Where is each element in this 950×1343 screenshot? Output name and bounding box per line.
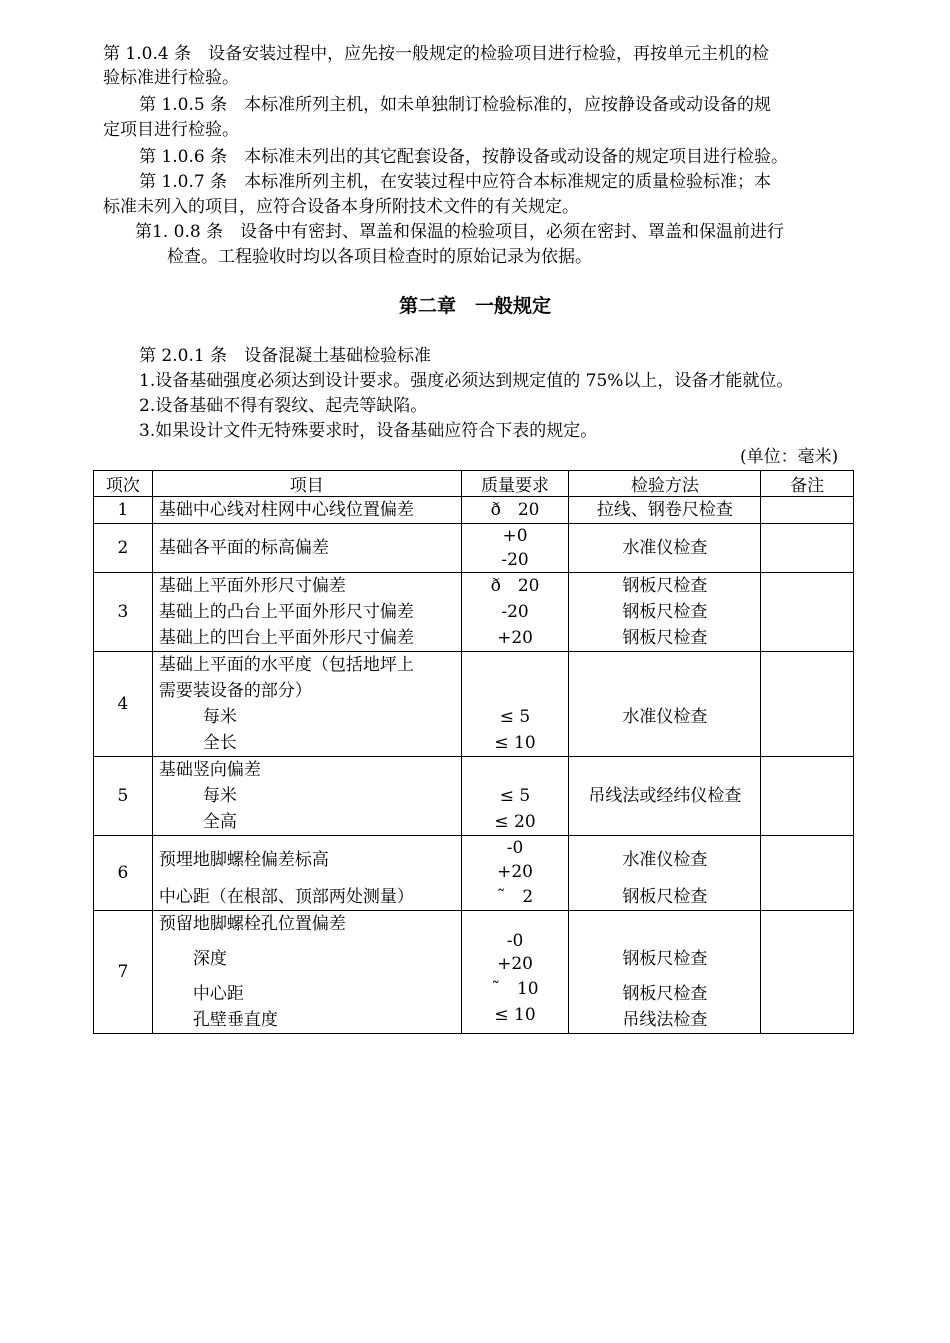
row-requirement: -0 bbox=[506, 931, 524, 951]
row-method: 水准仪检查 bbox=[622, 850, 708, 870]
row-remark bbox=[761, 652, 854, 757]
row-item: 基础中心线对柱网中心线位置偏差 bbox=[158, 500, 414, 520]
unit-note: (单位：毫米) bbox=[740, 447, 839, 467]
paragraph-1-0-7-line2: 标准未列入的项目，应符合设备本身所附技术文件的有关规定。 bbox=[103, 197, 579, 217]
header-item: 项目 bbox=[152, 471, 461, 497]
row-number: 1 bbox=[94, 497, 153, 524]
row-requirement: ˜ 2 bbox=[496, 887, 534, 907]
table-row bbox=[94, 524, 854, 573]
row-requirement: ≤ 5 bbox=[499, 786, 531, 806]
row-item: 基础上的凹台上平面外形尺寸偏差 bbox=[158, 628, 414, 648]
table-row bbox=[94, 757, 854, 836]
row-requirement: +20 bbox=[497, 862, 533, 882]
row-item: 基础各平面的标高偏差 bbox=[158, 538, 329, 558]
row-remark bbox=[761, 497, 854, 524]
row-number: 5 bbox=[94, 757, 153, 836]
row-subitem: 每米 bbox=[202, 707, 237, 727]
table-row bbox=[94, 497, 854, 524]
table-header-row bbox=[94, 471, 854, 497]
row-remark bbox=[761, 757, 854, 836]
row-requirement: ≤ 10 bbox=[494, 1005, 536, 1025]
row-method: 水准仪检查 bbox=[622, 538, 708, 558]
row-number: 6 bbox=[94, 836, 153, 911]
row-subitem: 中心距 bbox=[192, 984, 244, 1004]
requirement-item-2: 2.设备基础不得有裂纹、起壳等缺陷。 bbox=[139, 396, 428, 416]
row-requirement: -0 bbox=[506, 838, 524, 858]
paragraph-1-0-7-line1: 第 1.0.7 条 本标准所列主机，在安装过程中应符合本标准规定的质量检验标准；本 bbox=[139, 172, 772, 192]
row-subitem: 全高 bbox=[202, 812, 237, 832]
row-remark bbox=[761, 573, 854, 652]
row-item: 预留地脚螺栓孔位置偏差 bbox=[158, 914, 346, 934]
row-method: 拉线、钢卷尺检查 bbox=[596, 500, 733, 520]
row-number: 4 bbox=[94, 652, 153, 757]
row-method: 钢板尺检查 bbox=[622, 984, 708, 1004]
row-number: 3 bbox=[94, 573, 153, 652]
paragraph-1-0-8-line1: 第1. 0.8 条 设备中有密封、罩盖和保温的检验项目，必须在密封、罩盖和保温前进行 bbox=[135, 222, 785, 242]
row-item: 基础上平面的水平度（包括地坪上 bbox=[158, 655, 414, 675]
row-requirement: +20 bbox=[497, 954, 533, 974]
row-requirement: ð 20 bbox=[490, 576, 540, 596]
paragraph-1-0-6: 第 1.0.6 条 本标准未列出的其它配套设备，按静设备或动设备的规定项目进行检验。 bbox=[139, 147, 789, 167]
table-row bbox=[94, 573, 854, 652]
row-remark bbox=[761, 836, 854, 911]
row-item: 中心距（在根部、顶部两处测量） bbox=[158, 887, 414, 907]
header-no: 项次 bbox=[94, 471, 153, 497]
row-method: 水准仪检查 bbox=[622, 707, 708, 727]
row-method: 吊线法检查 bbox=[622, 1010, 708, 1030]
paragraph-1-0-4-line1: 第 1.0.4 条 设备安装过程中，应先按一般规定的检验项目进行检验，再按单元主机的检 bbox=[103, 44, 770, 64]
row-item: 基础竖向偏差 bbox=[158, 760, 261, 780]
row-number: 7 bbox=[94, 911, 153, 1034]
row-requirement: ˜ 10 bbox=[491, 979, 539, 999]
row-requirement: ð 20 bbox=[490, 500, 540, 520]
header-method: 检验方法 bbox=[569, 471, 761, 497]
row-requirement: ≤ 5 bbox=[499, 707, 531, 727]
paragraph-1-0-5-line1: 第 1.0.5 条 本标准所列主机，如未单独制订检验标准的，应按静设备或动设备的规 bbox=[139, 95, 772, 115]
row-subitem: 全长 bbox=[202, 733, 237, 753]
chapter-title: 第二章 一般规定 bbox=[398, 295, 551, 317]
header-remark: 备注 bbox=[761, 471, 854, 497]
row-method: 吊线法或经纬仪检查 bbox=[588, 786, 742, 806]
row-number: 2 bbox=[94, 524, 153, 573]
table-row bbox=[94, 836, 854, 911]
row-requirement: +0 bbox=[502, 526, 528, 546]
requirement-item-3: 3.如果设计文件无特殊要求时，设备基础应符合下表的规定。 bbox=[139, 421, 598, 441]
row-subitem: 每米 bbox=[202, 786, 237, 806]
table-row bbox=[94, 652, 854, 757]
row-subitem: 深度 bbox=[192, 949, 227, 969]
requirement-item-1: 1.设备基础强度必须达到设计要求。强度必须达到规定值的 75%以上，设备才能就位。 bbox=[139, 371, 794, 391]
row-item: 需要装设备的部分） bbox=[158, 681, 312, 701]
row-requirement: -20 bbox=[501, 550, 529, 570]
row-method: 钢板尺检查 bbox=[622, 576, 708, 596]
row-method: 钢板尺检查 bbox=[622, 949, 708, 969]
row-method: 钢板尺检查 bbox=[622, 628, 708, 648]
row-method: 钢板尺检查 bbox=[622, 887, 708, 907]
foundation-spec-table bbox=[93, 470, 854, 1034]
paragraph-1-0-5-line2: 定项目进行检验。 bbox=[103, 120, 239, 140]
row-method: 钢板尺检查 bbox=[622, 602, 708, 622]
row-requirement: ≤ 20 bbox=[494, 812, 536, 832]
row-requirement: ≤ 10 bbox=[494, 733, 536, 753]
row-requirement: +20 bbox=[497, 628, 533, 648]
row-item: 基础上平面外形尺寸偏差 bbox=[158, 576, 346, 596]
row-item: 基础上的凸台上平面外形尺寸偏差 bbox=[158, 602, 414, 622]
row-requirement: -20 bbox=[501, 602, 529, 622]
table-row bbox=[94, 911, 854, 1034]
row-remark bbox=[761, 524, 854, 573]
paragraph-1-0-4-line2: 验标准进行检验。 bbox=[103, 68, 239, 88]
row-subitem: 孔壁垂直度 bbox=[192, 1010, 278, 1030]
header-requirement: 质量要求 bbox=[461, 471, 569, 497]
paragraph-1-0-8-line2: 检查。工程验收时均以各项目检查时的原始记录为依据。 bbox=[167, 247, 592, 267]
section-heading: 第 2.0.1 条 设备混凝土基础检验标准 bbox=[139, 346, 432, 366]
row-item: 预埋地脚螺栓偏差标高 bbox=[158, 850, 329, 870]
row-remark bbox=[761, 911, 854, 1034]
